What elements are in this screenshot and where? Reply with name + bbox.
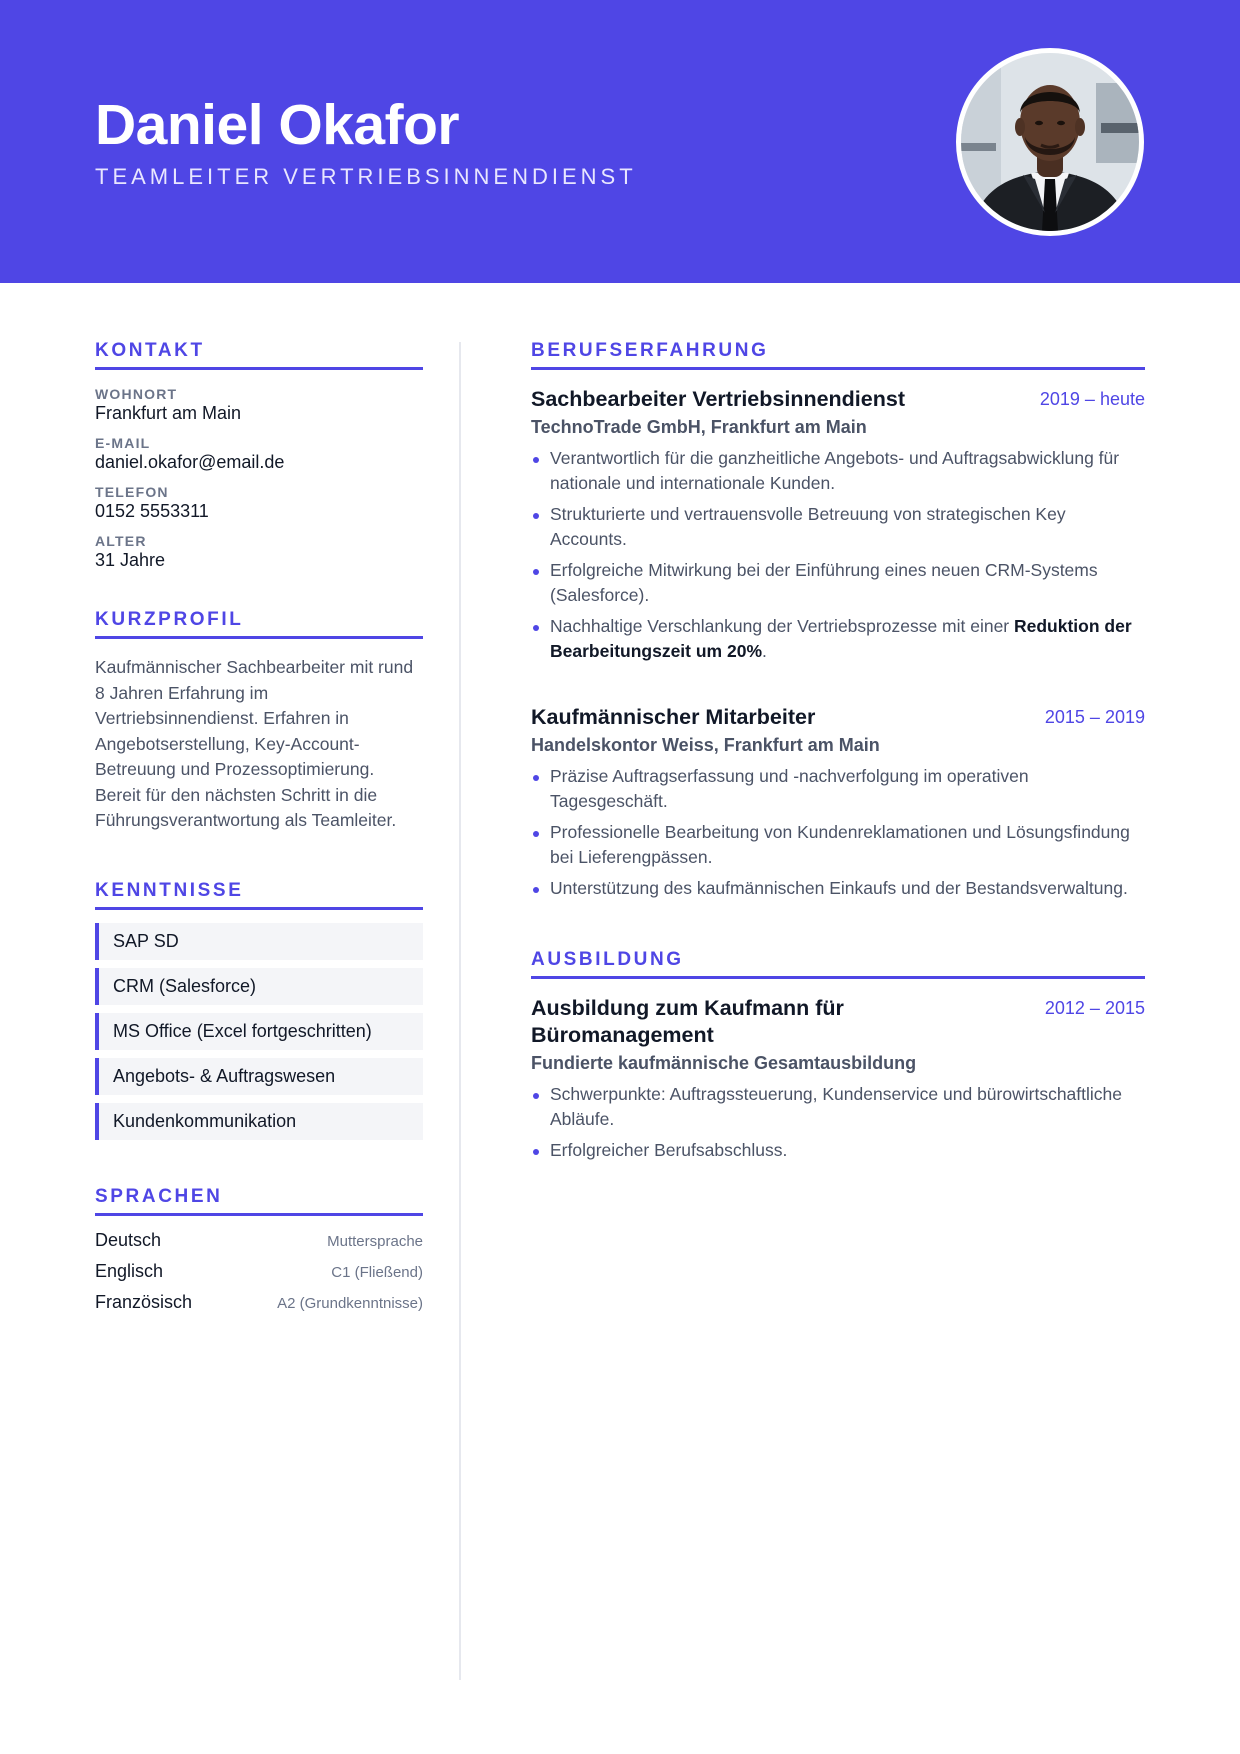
- education-description: Fundierte kaufmännische Gesamtausbildung: [531, 1053, 917, 1073]
- bullet-item: Erfolgreicher Berufsabschluss.: [531, 1138, 1145, 1163]
- contact-item-email: [95, 435, 423, 473]
- skill-item: Kundenkommunikation: [95, 1103, 423, 1140]
- contact-label: TELEFON: [95, 484, 169, 500]
- job-bullets: [531, 446, 1145, 664]
- contact-item-phone: [95, 484, 423, 522]
- language-row: [95, 1261, 423, 1292]
- bullet-text: Nachhaltige Verschlankung der Vertriebsprozesse mit einer: [550, 616, 1014, 636]
- language-name: Französisch: [95, 1291, 193, 1312]
- bullet-item: Professionelle Bearbeitung von Kundenreklamationen und Lösungsfindung bei Lieferengpässen.: [531, 820, 1145, 870]
- job-title: Sachbearbeiter Vertriebsinnendienst: [531, 387, 905, 411]
- contact-label: ALTER: [95, 533, 147, 549]
- skill-item: CRM (Salesforce): [95, 968, 423, 1005]
- contact-value: 0152 5553311: [95, 501, 209, 521]
- language-level: Muttersprache: [327, 1232, 423, 1250]
- language-name: Englisch: [95, 1260, 164, 1281]
- contact-item-age: [95, 533, 423, 571]
- contact-value: 31 Jahre: [95, 550, 166, 570]
- contact-item-location: [95, 386, 423, 424]
- job-date: 2015 – 2019: [1044, 707, 1145, 727]
- education-entry: [531, 995, 1145, 1163]
- column-divider: [459, 342, 461, 1680]
- portrait-photo: [956, 48, 1144, 236]
- bullet-item: Unterstützung des kaufmännischen Einkaufs und der Bestandsverwaltung.: [531, 876, 1145, 901]
- language-level: C1 (Fließend): [331, 1263, 423, 1281]
- contact-label: WOHNORT: [95, 386, 178, 402]
- contact-value: daniel.okafor@email.de: [95, 452, 285, 472]
- education-section: [531, 949, 1145, 1163]
- education-title: Ausbildung zum Kaufmann für Büromanagement: [531, 996, 844, 1047]
- skill-item: MS Office (Excel fortgeschritten): [95, 1013, 423, 1050]
- language-level: A2 (Grundkenntnisse): [277, 1294, 423, 1312]
- bullet-item: Präzise Auftragserfassung und -nachverfolgung im operativen Tagesgeschäft.: [531, 764, 1145, 814]
- bullet-highlight: Reduktion der Bearbeitungszeit um 20%: [550, 616, 1132, 661]
- job-bullets: [531, 764, 1145, 901]
- section-title-contact: KONTAKT: [95, 340, 423, 370]
- bullet-item: Verantwortlich für die ganzheitliche Angebots- und Auftragsabwicklung für nationale und internationale Kunden.: [531, 446, 1145, 496]
- job-organization: Handelskontor Weiss, Frankfurt am Main: [531, 735, 880, 755]
- language-row: [95, 1230, 423, 1261]
- contact-value: Frankfurt am Main: [95, 403, 242, 423]
- profile-text: Kaufmännischer Sachbearbeiter mit rund 8 Jahren Erfahrung im Vertriebsinnendienst. Erfahren in Angebotserstellung, Key-Account-Betreuung und Prozessoptimierung. Bereit für den nächsten Schritt in die Führungsverantwortung als Teamleiter.: [95, 657, 414, 830]
- header-banner: [0, 0, 1240, 283]
- skill-item: Angebots- & Auftragswesen: [95, 1058, 423, 1095]
- section-title-skills: KENNTNISSE: [95, 880, 423, 910]
- section-title-languages: SPRACHEN: [95, 1186, 423, 1216]
- job-entry: [531, 704, 1145, 901]
- language-row: [95, 1292, 423, 1323]
- bullet-text-end: .: [762, 641, 767, 661]
- bullet-item: Strukturierte und vertrauensvolle Betreuung von strategischen Key Accounts.: [531, 502, 1145, 552]
- section-title-profile: KURZPROFIL: [95, 609, 423, 639]
- bullet-item: [531, 614, 1145, 664]
- bullet-item: Erfolgreiche Mitwirkung bei der Einführung eines neuen CRM-Systems (Salesforce).: [531, 558, 1145, 608]
- languages-section: [95, 1186, 423, 1323]
- contact-label: E-MAIL: [95, 435, 151, 451]
- section-title-experience: BERUFSERFAHRUNG: [531, 340, 1145, 370]
- job-title: Kaufmännischer Mitarbeiter: [531, 705, 816, 729]
- language-name: Deutsch: [95, 1229, 162, 1250]
- skill-item: SAP SD: [95, 923, 423, 960]
- skills-section: [95, 880, 423, 1140]
- candidate-name: Daniel Okafor: [95, 93, 460, 157]
- job-date: 2019 – heute: [1039, 389, 1145, 409]
- bullet-item: Schwerpunkte: Auftragssteuerung, Kundenservice und bürowirtschaftliche Abläufe.: [531, 1082, 1145, 1132]
- main-column: [531, 340, 1145, 1169]
- experience-section: [531, 340, 1145, 901]
- portrait-illustration-icon: [961, 53, 1139, 231]
- sidebar: [95, 340, 423, 1323]
- candidate-role: TEAMLEITER VERTRIEBSINNENDIENST: [95, 164, 637, 189]
- profile-section: [95, 609, 423, 834]
- education-bullets: [531, 1082, 1145, 1163]
- job-entry: [531, 386, 1145, 664]
- job-organization: TechnoTrade GmbH, Frankfurt am Main: [531, 417, 867, 437]
- education-date: 2012 – 2015: [1044, 998, 1145, 1018]
- contact-section: [95, 340, 423, 571]
- section-title-education: AUSBILDUNG: [531, 949, 1145, 979]
